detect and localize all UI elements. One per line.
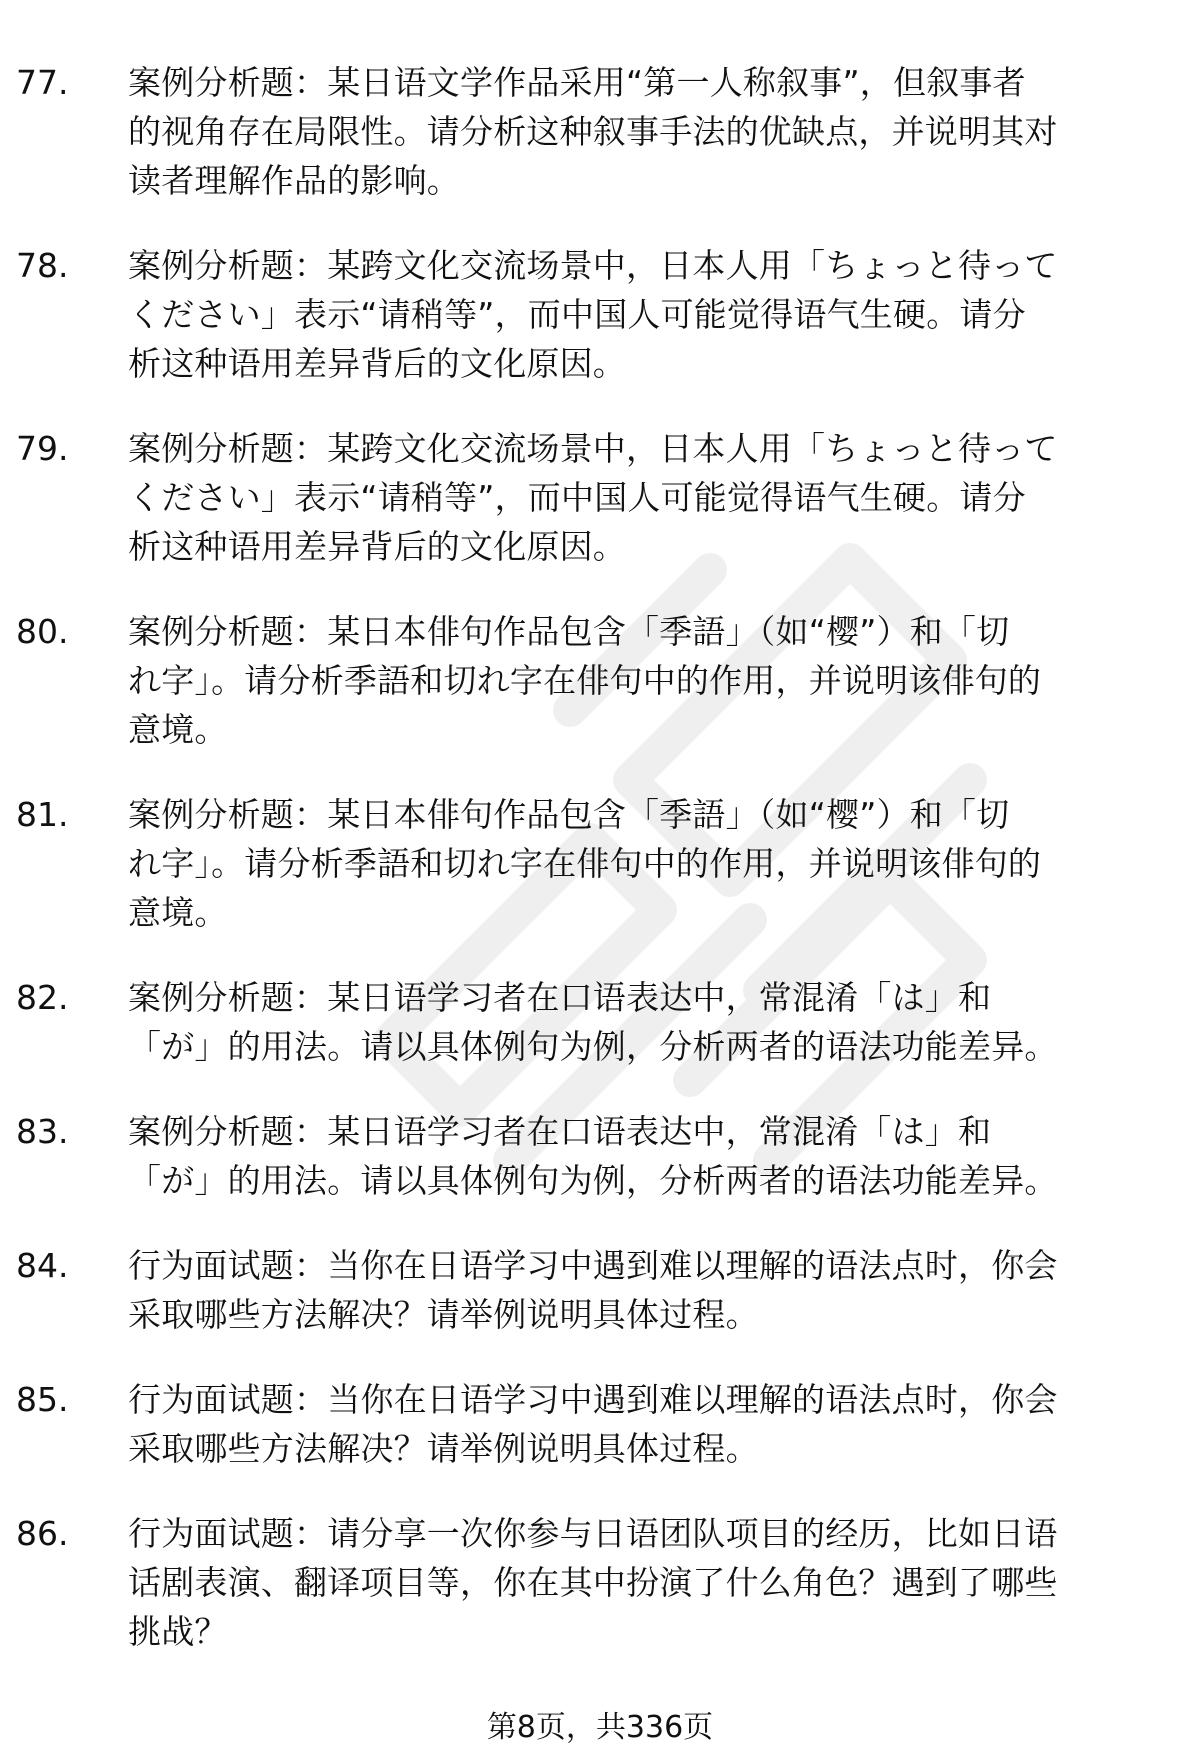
question-line: 的视角存在局限性。请分析这种叙事手法的优缺点，并说明其对 bbox=[128, 112, 1058, 151]
question-line: 挑战？ bbox=[128, 1612, 228, 1651]
question-text bbox=[128, 973, 1138, 1071]
question-item bbox=[0, 241, 1200, 388]
question-line: 案例分析题：某日语文学作品采用“第一人称叙事”，但叙事者 bbox=[128, 63, 1026, 102]
question-item bbox=[0, 58, 1200, 205]
question-text bbox=[128, 58, 1138, 205]
question-line: 案例分析题：某跨文化交流场景中，日本人用「ちょっと待って bbox=[128, 246, 1058, 285]
question-line: 案例分析题：某日语学习者在口语表达中，常混淆「は」和 bbox=[128, 1112, 992, 1151]
question-line: 意境。 bbox=[128, 893, 228, 932]
question-line: 案例分析题：某跨文化交流场景中，日本人用「ちょっと待って bbox=[128, 429, 1058, 468]
question-number: 81. bbox=[16, 795, 69, 834]
question-number: 83. bbox=[16, 1112, 69, 1151]
question-text bbox=[128, 1509, 1138, 1656]
question-line: 意境。 bbox=[128, 710, 228, 749]
question-item bbox=[0, 790, 1200, 937]
question-line: 行为面试题：当你在日语学习中遇到难以理解的语法点时，你会 bbox=[128, 1380, 1058, 1419]
question-number: 82. bbox=[16, 978, 69, 1017]
question-item bbox=[0, 1375, 1200, 1473]
question-text bbox=[128, 1375, 1138, 1473]
question-number: 86. bbox=[16, 1514, 69, 1553]
question-line: ください」表示“请稍等”，而中国人可能觉得语气生硬。请分 bbox=[128, 295, 1026, 334]
question-line: ください」表示“请稍等”，而中国人可能觉得语气生硬。请分 bbox=[128, 478, 1026, 517]
question-list bbox=[0, 58, 1200, 1692]
question-text bbox=[128, 607, 1138, 754]
question-line: 话剧表演、翻译项目等，你在其中扮演了什么角色？遇到了哪些 bbox=[128, 1563, 1058, 1602]
question-text bbox=[128, 790, 1138, 937]
question-text bbox=[128, 424, 1138, 571]
question-number: 84. bbox=[16, 1246, 69, 1285]
question-line: 案例分析题：某日本俳句作品包含「季語」（如“樱”）和「切 bbox=[128, 795, 1010, 834]
question-number: 85. bbox=[16, 1380, 69, 1419]
question-item bbox=[0, 1107, 1200, 1205]
question-number: 79. bbox=[16, 429, 69, 468]
question-item bbox=[0, 607, 1200, 754]
question-line: 行为面试题：请分享一次你参与日语团队项目的经历，比如日语 bbox=[128, 1514, 1058, 1553]
question-line: れ字」。请分析季語和切れ字在俳句中的作用，并说明该俳句的 bbox=[128, 844, 1042, 883]
question-number: 77. bbox=[16, 63, 69, 102]
question-item bbox=[0, 424, 1200, 571]
question-line: 「が」的用法。请以具体例句为例，分析两者的语法功能差异。 bbox=[128, 1027, 1058, 1066]
page-footer: 第8页，共336页 bbox=[486, 1710, 714, 1745]
question-line: 析这种语用差异背后的文化原因。 bbox=[128, 344, 626, 383]
question-item bbox=[0, 973, 1200, 1071]
question-line: 案例分析题：某日语学习者在口语表达中，常混淆「は」和 bbox=[128, 978, 992, 1017]
question-number: 78. bbox=[16, 246, 69, 285]
question-line: 析这种语用差异背后的文化原因。 bbox=[128, 527, 626, 566]
question-text bbox=[128, 241, 1138, 388]
question-number: 80. bbox=[16, 612, 69, 651]
question-line: 读者理解作品的影响。 bbox=[128, 161, 460, 200]
question-line: 采取哪些方法解决？请举例说明具体过程。 bbox=[128, 1295, 759, 1334]
question-item bbox=[0, 1509, 1200, 1656]
question-line: 「が」的用法。请以具体例句为例，分析两者的语法功能差异。 bbox=[128, 1161, 1058, 1200]
question-line: れ字」。请分析季語和切れ字在俳句中的作用，并说明该俳句的 bbox=[128, 661, 1042, 700]
question-item bbox=[0, 1241, 1200, 1339]
question-text bbox=[128, 1241, 1138, 1339]
question-line: 采取哪些方法解决？请举例说明具体过程。 bbox=[128, 1429, 759, 1468]
question-line: 行为面试题：当你在日语学习中遇到难以理解的语法点时，你会 bbox=[128, 1246, 1058, 1285]
question-text bbox=[128, 1107, 1138, 1205]
question-line: 案例分析题：某日本俳句作品包含「季語」（如“樱”）和「切 bbox=[128, 612, 1010, 651]
